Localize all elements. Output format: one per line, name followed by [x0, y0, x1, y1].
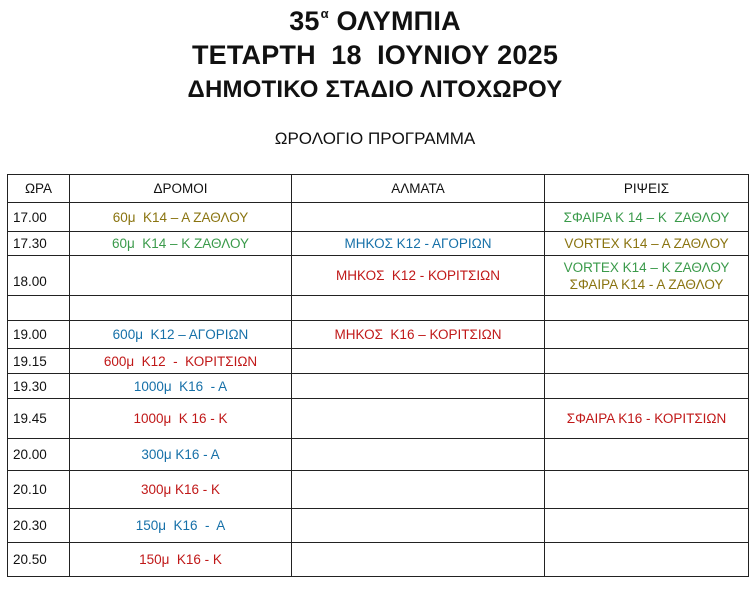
runs-cell: 600μ Κ12 – ΑΓΟΡΙΩΝ: [70, 321, 292, 349]
time-cell: 20.10: [8, 471, 70, 509]
schedule-table: [7, 174, 749, 577]
jumps-cell: [292, 203, 545, 232]
table-row: [8, 321, 749, 349]
time-cell: 18.00: [8, 256, 70, 296]
jumps-cell: [292, 509, 545, 543]
table-row: [8, 296, 749, 321]
jumps-cell: [292, 471, 545, 509]
time-cell: 19.00: [8, 321, 70, 349]
throws-cell: [545, 543, 749, 577]
table-row: [8, 203, 749, 232]
col-header-jumps: ΑΛΜΑΤΑ: [292, 175, 545, 203]
throws-cell: VORTEX Κ14 – Α ΖΑΘΛΟΥ: [545, 232, 749, 256]
throws-cell: [545, 374, 749, 399]
edition-suffix: α: [320, 6, 329, 21]
runs-cell: 1000μ Κ 16 - Κ: [70, 399, 292, 439]
runs-cell: 300μ Κ16 - Κ: [70, 471, 292, 509]
event-name: ΟΛΥΜΠΙΑ: [336, 6, 461, 36]
event-venue: ΔΗΜΟΤΙΚΟ ΣΤΑΔΙΟ ΛΙΤΟΧΩΡΟΥ: [187, 76, 563, 103]
runs-cell: 60μ Κ14 – Κ ΖΑΘΛΟΥ: [70, 232, 292, 256]
time-cell: [8, 296, 70, 321]
runs-cell: 150μ Κ16 - Α: [70, 509, 292, 543]
table-row: [8, 256, 749, 296]
col-header-time: ΩΡΑ: [8, 175, 70, 203]
time-cell: 19.45: [8, 399, 70, 439]
jumps-cell: [292, 439, 545, 471]
schedule-title: ΩΡΟΛΟΓΙΟ ΠΡΟΓΡΑΜΜΑ: [274, 129, 476, 148]
jumps-cell: ΜΗΚΟΣ Κ12 - ΚΟΡΙΤΣΙΩΝ: [292, 256, 545, 296]
runs-cell: 300μ Κ16 - Α: [70, 439, 292, 471]
table-row: [8, 543, 749, 577]
jumps-cell: [292, 399, 545, 439]
throws-cell: [545, 321, 749, 349]
runs-cell: [70, 296, 292, 321]
runs-cell: 60μ Κ14 – Α ΖΑΘΛΟΥ: [70, 203, 292, 232]
jumps-cell: ΜΗΚΟΣ Κ12 - ΑΓΟΡΙΩΝ: [292, 232, 545, 256]
time-cell: 19.30: [8, 374, 70, 399]
edition-number: 35: [289, 6, 320, 36]
jumps-cell: ΜΗΚΟΣ Κ16 – ΚΟΡΙΤΣΙΩΝ: [292, 321, 545, 349]
table-header-row: [8, 175, 749, 203]
time-cell: 20.50: [8, 543, 70, 577]
event-title: [0, 6, 750, 37]
throws-cell: [545, 509, 749, 543]
runs-cell: 1000μ Κ16 - Α: [70, 374, 292, 399]
throws-cell: [545, 256, 749, 296]
time-cell: 20.30: [8, 509, 70, 543]
time-cell: 20.00: [8, 439, 70, 471]
throws-cell: [545, 439, 749, 471]
throws-cell: ΣΦΑΙΡΑ Κ 14 – Κ ΖΑΘΛΟΥ: [545, 203, 749, 232]
throws-cell: [545, 471, 749, 509]
runs-cell: 600μ Κ12 - ΚΟΡΙΤΣΙΩΝ: [70, 349, 292, 374]
time-cell: 17.00: [8, 203, 70, 232]
table-row: [8, 439, 749, 471]
table-row: [8, 471, 749, 509]
throws-cell: [545, 296, 749, 321]
jumps-cell: [292, 349, 545, 374]
throws-cell: ΣΦΑΙΡΑ Κ16 - ΚΟΡΙΤΣΙΩΝ: [545, 399, 749, 439]
runs-cell: [70, 256, 292, 296]
table-row: [8, 232, 749, 256]
table-row: [8, 374, 749, 399]
table-row: [8, 509, 749, 543]
time-cell: 17.30: [8, 232, 70, 256]
jumps-cell: [292, 296, 545, 321]
throws-line-2: ΣΦΑΙΡΑ Κ14 - Α ΖΑΘΛΟΥ: [569, 276, 724, 292]
col-header-runs: ΔΡΟΜΟΙ: [70, 175, 292, 203]
time-cell: 19.15: [8, 349, 70, 374]
runs-cell: 150μ Κ16 - Κ: [70, 543, 292, 577]
jumps-cell: [292, 374, 545, 399]
table-row: [8, 349, 749, 374]
throws-cell: [545, 349, 749, 374]
table-row: [8, 399, 749, 439]
event-date: ΤΕΤΑΡΤΗ 18 ΙΟΥΝΙΟΥ 2025: [191, 40, 559, 70]
col-header-throws: ΡΙΨΕΙΣ: [545, 175, 749, 203]
throws-line-1: VORTEX Κ14 – Κ ΖΑΘΛΟΥ: [563, 259, 730, 275]
jumps-cell: [292, 543, 545, 577]
